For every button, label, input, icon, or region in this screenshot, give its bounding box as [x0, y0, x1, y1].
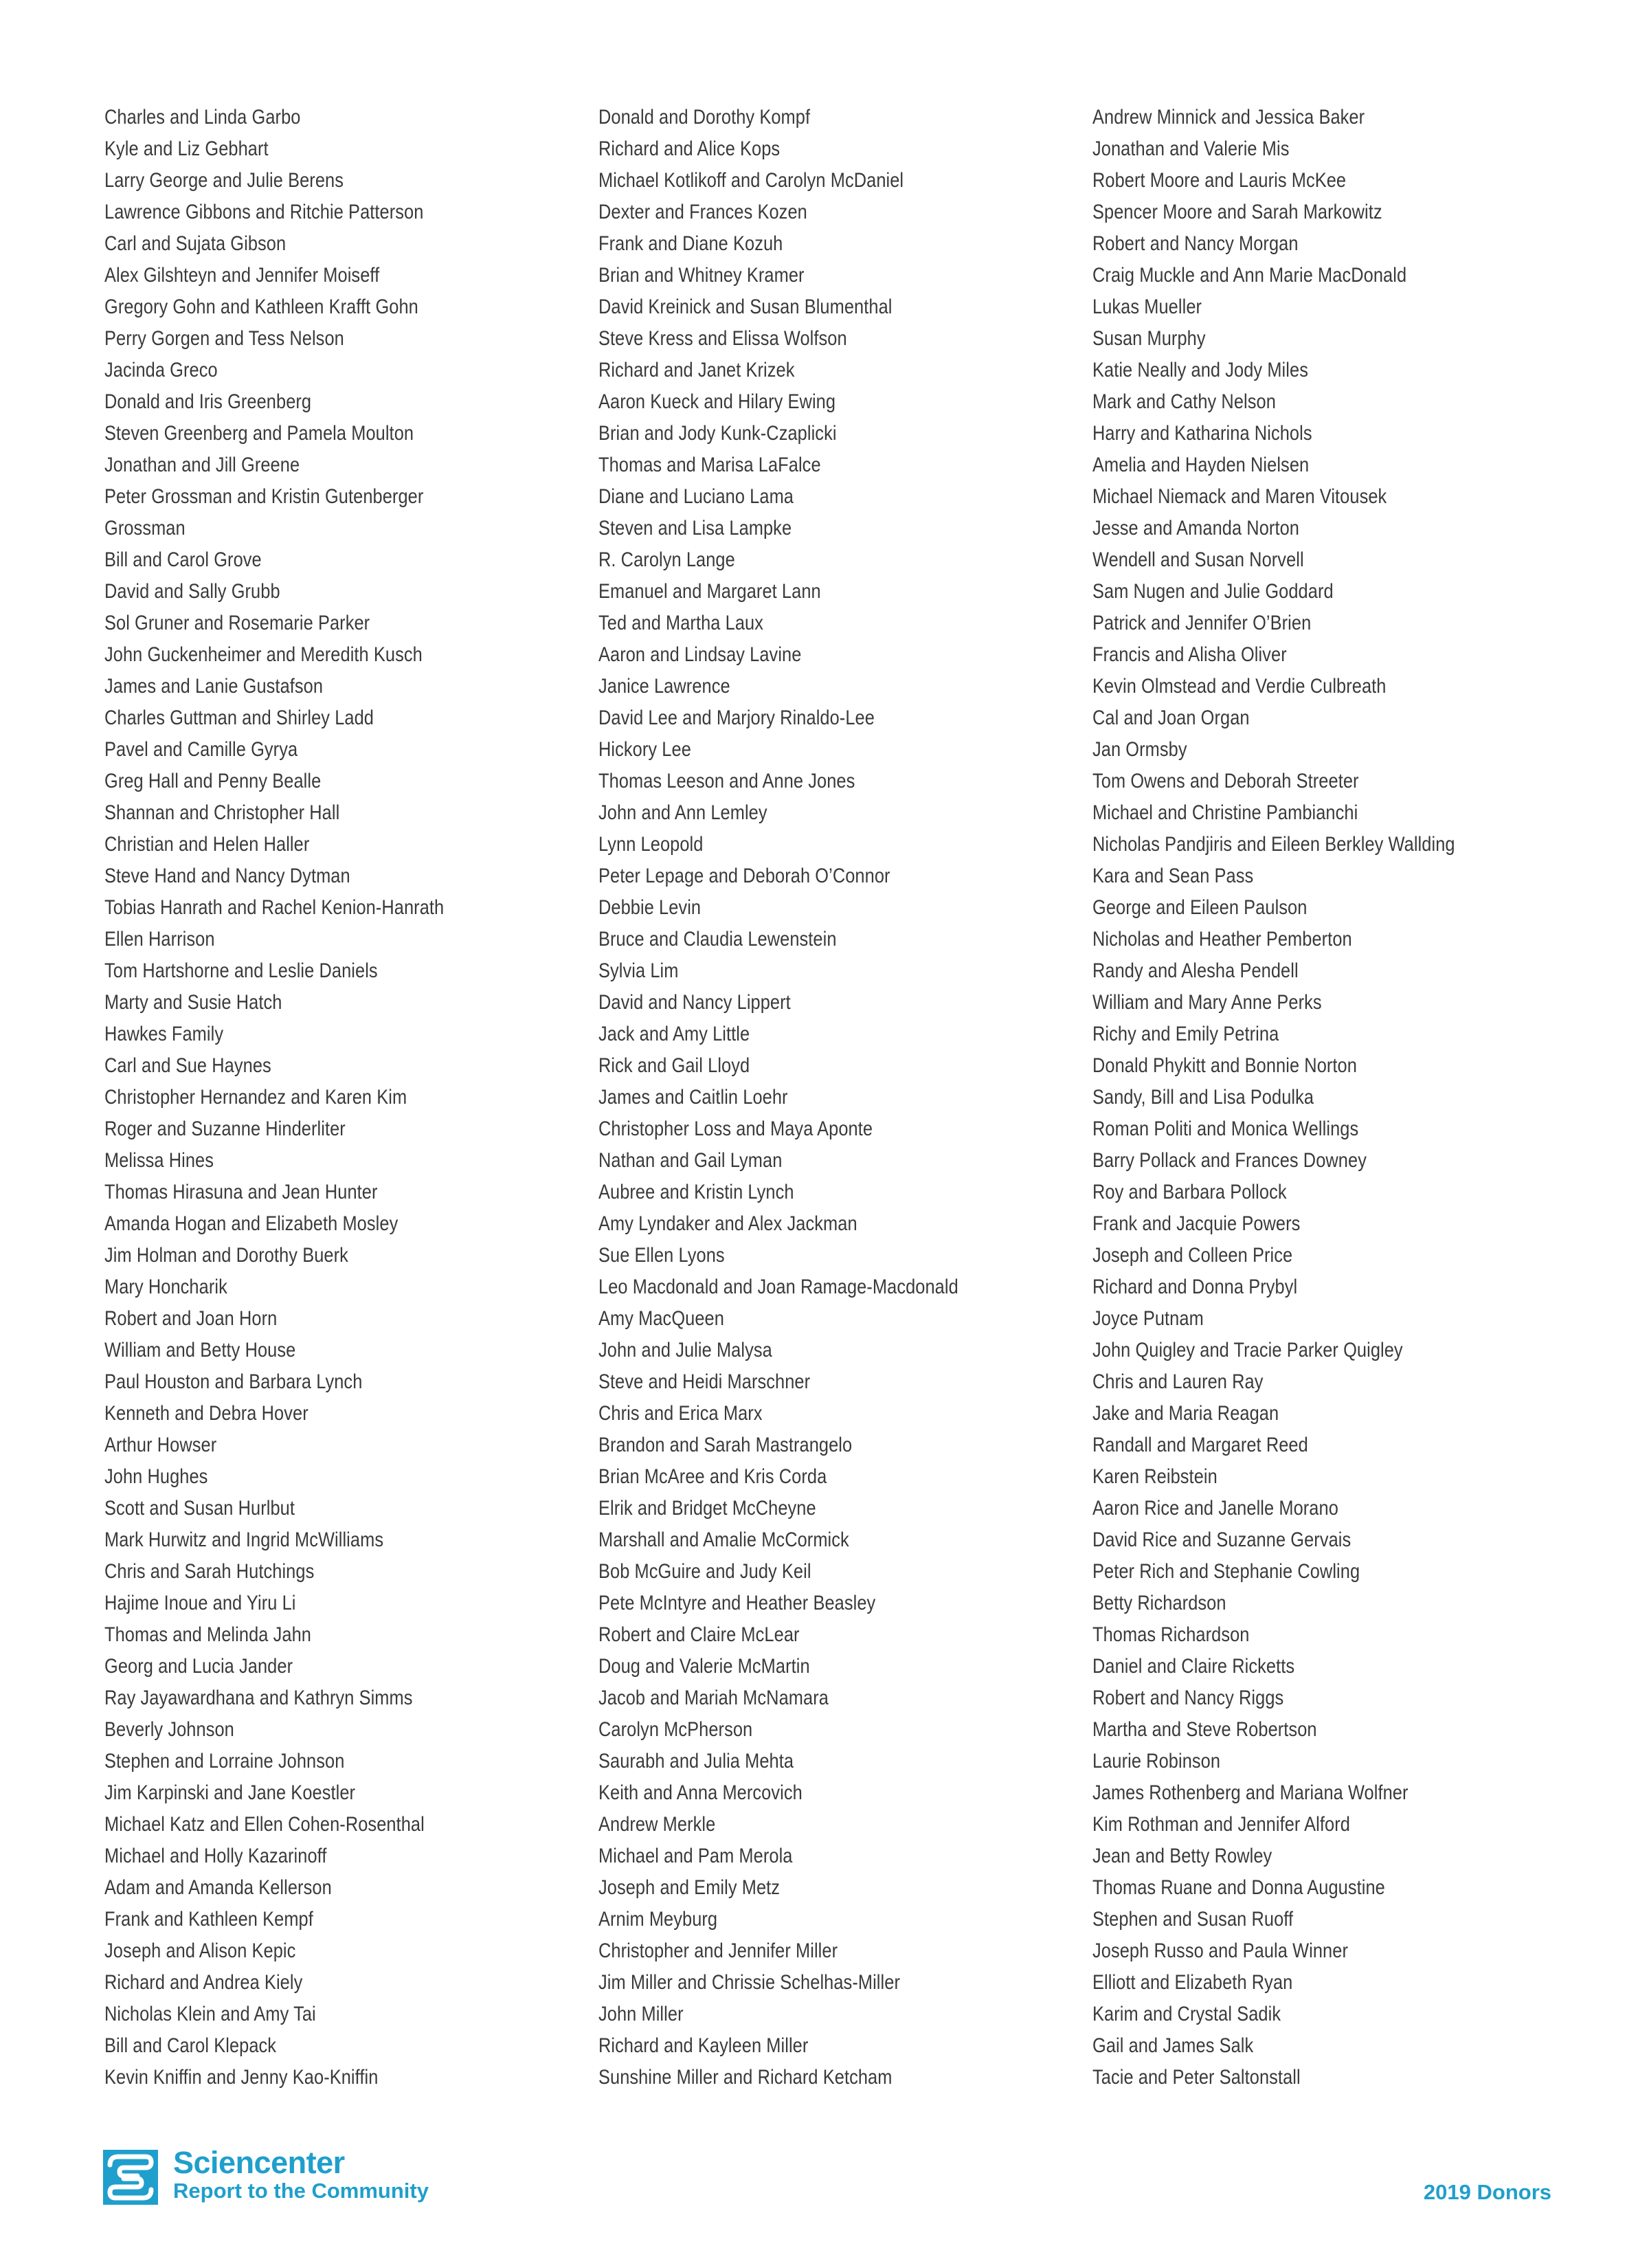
donor-name: Thomas and Melinda Jahn: [104, 1623, 311, 1646]
donor-name: Kenneth and Debra Hover: [104, 1402, 309, 1425]
donor-name: Larry George and Julie Berens: [104, 169, 344, 192]
donor-name: David Lee and Marjory Rinaldo-Lee: [598, 707, 875, 729]
donor-column-2: [598, 102, 1079, 2093]
donor-name: Thomas Leeson and Anne Jones: [598, 770, 855, 792]
donor-name: John and Ann Lemley: [598, 801, 767, 824]
donor-name: Frank and Jacquie Powers: [1092, 1212, 1301, 1235]
donor-name: Roman Politi and Monica Wellings: [1092, 1118, 1359, 1140]
donor-name: Emanuel and Margaret Lann: [598, 580, 821, 603]
donor-name: Ted and Martha Laux: [598, 612, 763, 634]
brand-subtitle: Report to the Community: [173, 2179, 429, 2203]
donor-name: Michael Katz and Ellen Cohen-Rosenthal: [104, 1813, 425, 1836]
donor-name: Grossman: [104, 517, 186, 540]
donor-name: Stephen and Susan Ruoff: [1092, 1908, 1294, 1931]
donor-name: Janice Lawrence: [598, 675, 730, 698]
donor-name: Elliott and Elizabeth Ryan: [1092, 1971, 1293, 1994]
donor-name: Steve Hand and Nancy Dytman: [104, 865, 350, 887]
donor-column-1: [104, 102, 585, 2093]
donor-name: Donald Phykitt and Bonnie Norton: [1092, 1054, 1357, 1077]
donor-name: Tom Hartshorne and Leslie Daniels: [104, 959, 378, 982]
donor-name: Richard and Alice Kops: [598, 137, 781, 160]
donor-name: Carl and Sujata Gibson: [104, 232, 287, 255]
donor-name: John Quigley and Tracie Parker Quigley: [1092, 1339, 1403, 1361]
donor-name: Shannan and Christopher Hall: [104, 801, 340, 824]
donor-name: Alex Gilshteyn and Jennifer Moiseff: [104, 264, 380, 287]
donor-name: Brian McAree and Kris Corda: [598, 1465, 827, 1488]
donor-name: Robert and Joan Horn: [104, 1307, 278, 1330]
donor-name: Karen Reibstein: [1092, 1465, 1218, 1488]
donor-name: Jim Karpinski and Jane Koestler: [104, 1781, 356, 1804]
donor-name: Daniel and Claire Ricketts: [1092, 1655, 1295, 1678]
donor-name: Aubree and Kristin Lynch: [598, 1181, 794, 1203]
donor-name: Nicholas Klein and Amy Tai: [104, 2003, 316, 2025]
donor-name: Harry and Katharina Nichols: [1092, 422, 1312, 445]
donor-name: Sunshine Miller and Richard Ketcham: [598, 2066, 893, 2089]
donor-name: Hickory Lee: [598, 738, 691, 761]
sciencenter-logo-icon: [103, 2150, 158, 2205]
donor-name: Mary Honcharik: [104, 1276, 227, 1298]
donor-name: Kim Rothman and Jennifer Alford: [1092, 1813, 1350, 1836]
donor-name: Leo Macdonald and Joan Ramage-Macdonald: [598, 1276, 958, 1298]
donor-name: Arnim Meyburg: [598, 1908, 718, 1931]
donor-name: Jim Holman and Dorothy Buerk: [104, 1244, 348, 1267]
donor-name: Elrik and Bridget McCheyne: [598, 1497, 816, 1520]
donor-name: John and Julie Malysa: [598, 1339, 772, 1361]
donor-name: Lawrence Gibbons and Ritchie Patterson: [104, 201, 424, 223]
donor-name: Bill and Carol Klepack: [104, 2034, 277, 2057]
donor-name: Robert and Claire McLear: [598, 1623, 800, 1646]
donor-name: Amy Lyndaker and Alex Jackman: [598, 1212, 857, 1235]
donor-name: Lukas Mueller: [1092, 296, 1202, 318]
donor-name: Paul Houston and Barbara Lynch: [104, 1370, 363, 1393]
donor-name: Frank and Diane Kozuh: [598, 232, 783, 255]
donor-name: Diane and Luciano Lama: [598, 485, 794, 508]
donor-name: Charles and Linda Garbo: [104, 106, 301, 129]
donor-name: Ray Jayawardhana and Kathryn Simms: [104, 1687, 413, 1709]
donor-name: Stephen and Lorraine Johnson: [104, 1750, 345, 1772]
donor-name: Debbie Levin: [598, 896, 702, 919]
donor-name: Christian and Helen Haller: [104, 833, 310, 856]
donor-name: Kevin Olmstead and Verdie Culbreath: [1092, 675, 1387, 698]
donor-name: Rick and Gail Lloyd: [598, 1054, 750, 1077]
donor-name: Donald and Iris Greenberg: [104, 390, 312, 413]
donor-name: Lynn Leopold: [598, 833, 704, 856]
donor-name: Jake and Maria Reagan: [1092, 1402, 1279, 1425]
donor-name: Andrew Merkle: [598, 1813, 716, 1836]
donor-name: Tacie and Peter Saltonstall: [1092, 2066, 1301, 2089]
donor-name: Sol Gruner and Rosemarie Parker: [104, 612, 370, 634]
donor-name: Richy and Emily Petrina: [1092, 1023, 1279, 1045]
donor-name: Gregory Gohn and Kathleen Krafft Gohn: [104, 296, 418, 318]
donor-name: Jonathan and Jill Greene: [104, 454, 300, 476]
donor-name: Joseph and Emily Metz: [598, 1876, 781, 1899]
donor-name: Michael and Pam Merola: [598, 1845, 793, 1867]
donor-name: Adam and Amanda Kellerson: [104, 1876, 332, 1899]
donor-name: Aaron Kueck and Hilary Ewing: [598, 390, 836, 413]
donor-name: William and Mary Anne Perks: [1092, 991, 1322, 1014]
donor-name: Amanda Hogan and Elizabeth Mosley: [104, 1212, 399, 1235]
donor-name: Patrick and Jennifer O’Brien: [1092, 612, 1312, 634]
donor-name: John Miller: [598, 2003, 684, 2025]
section-label: 2019 Donors: [1423, 2180, 1551, 2204]
donor-name: Nicholas Pandjiris and Eileen Berkley Wallding: [1092, 833, 1455, 856]
donor-name: Kyle and Liz Gebhart: [104, 137, 269, 160]
donor-name: Keith and Anna Mercovich: [598, 1781, 803, 1804]
donor-name: Saurabh and Julia Mehta: [598, 1750, 794, 1772]
donor-name: Bill and Carol Grove: [104, 548, 262, 571]
donor-name: Sam Nugen and Julie Goddard: [1092, 580, 1334, 603]
donor-name: Doug and Valerie McMartin: [598, 1655, 810, 1678]
donor-name: Peter Grossman and Kristin Gutenberger: [104, 485, 424, 508]
donor-name: Joseph Russo and Paula Winner: [1092, 1939, 1348, 1962]
donor-name: Dexter and Frances Kozen: [598, 201, 807, 223]
donor-name: Charles Guttman and Shirley Ladd: [104, 707, 374, 729]
donor-name: Michael Kotlikoff and Carolyn McDaniel: [598, 169, 904, 192]
donor-name: Melissa Hines: [104, 1149, 214, 1172]
donor-name: Richard and Donna Prybyl: [1092, 1276, 1298, 1298]
donor-name: Michael and Christine Pambianchi: [1092, 801, 1358, 824]
donor-name: Carolyn McPherson: [598, 1718, 753, 1741]
donor-name: Robert and Nancy Morgan: [1092, 232, 1299, 255]
donor-name: Sandy, Bill and Lisa Podulka: [1092, 1086, 1314, 1109]
donor-name: Joseph and Alison Kepic: [104, 1939, 296, 1962]
donor-name: Randall and Margaret Reed: [1092, 1434, 1308, 1456]
donor-name: Craig Muckle and Ann Marie MacDonald: [1092, 264, 1407, 287]
donor-name: Christopher Loss and Maya Aponte: [598, 1118, 873, 1140]
donor-name: Beverly Johnson: [104, 1718, 234, 1741]
donor-name: Perry Gorgen and Tess Nelson: [104, 327, 344, 350]
donor-name: Amelia and Hayden Nielsen: [1092, 454, 1310, 476]
donor-name: Katie Neally and Jody Miles: [1092, 359, 1308, 381]
donor-name: Arthur Howser: [104, 1434, 217, 1456]
donor-name: Andrew Minnick and Jessica Baker: [1092, 106, 1365, 129]
donor-name: David Rice and Suzanne Gervais: [1092, 1528, 1351, 1551]
donor-name: Peter Rich and Stephanie Cowling: [1092, 1560, 1360, 1583]
donor-name: Mark Hurwitz and Ingrid McWilliams: [104, 1528, 384, 1551]
donor-name: Scott and Susan Hurlbut: [104, 1497, 295, 1520]
donor-name: Pavel and Camille Gyrya: [104, 738, 298, 761]
donor-name: Chris and Lauren Ray: [1092, 1370, 1264, 1393]
donor-name: Jacinda Greco: [104, 359, 218, 381]
donor-name: John Hughes: [104, 1465, 208, 1488]
donor-name: Steven and Lisa Lampke: [598, 517, 792, 540]
brand-name: Sciencenter: [173, 2145, 345, 2180]
donor-name: Bruce and Claudia Lewenstein: [598, 928, 837, 950]
donor-name: Roy and Barbara Pollock: [1092, 1181, 1287, 1203]
donor-name: Karim and Crystal Sadik: [1092, 2003, 1281, 2025]
donor-name: Ellen Harrison: [104, 928, 215, 950]
donor-name: Greg Hall and Penny Bealle: [104, 770, 322, 792]
donor-name: Joyce Putnam: [1092, 1307, 1204, 1330]
donor-name: Georg and Lucia Jander: [104, 1655, 293, 1678]
donor-name: Brian and Jody Kunk-Czaplicki: [598, 422, 837, 445]
donor-name: Thomas Ruane and Donna Augustine: [1092, 1876, 1385, 1899]
donor-name: Marty and Susie Hatch: [104, 991, 282, 1014]
donor-name: Laurie Robinson: [1092, 1750, 1221, 1772]
donor-name: Jim Miller and Chrissie Schelhas-Miller: [598, 1971, 900, 1994]
donor-name: Kara and Sean Pass: [1092, 865, 1254, 887]
donor-name: Francis and Alisha Oliver: [1092, 643, 1287, 666]
donor-name: Tom Owens and Deborah Streeter: [1092, 770, 1359, 792]
donor-name: Nathan and Gail Lyman: [598, 1149, 783, 1172]
donor-name: Aaron and Lindsay Lavine: [598, 643, 802, 666]
donor-name: David Kreinick and Susan Blumenthal: [598, 296, 893, 318]
donor-name: Nicholas and Heather Pemberton: [1092, 928, 1352, 950]
donor-name: Richard and Janet Krizek: [598, 359, 795, 381]
donor-name: Steve and Heidi Marschner: [598, 1370, 811, 1393]
donor-name: Chris and Erica Marx: [598, 1402, 763, 1425]
donor-name: David and Sally Grubb: [104, 580, 280, 603]
donor-name: Hajime Inoue and Yiru Li: [104, 1592, 296, 1614]
donor-name: Michael and Holly Kazarinoff: [104, 1845, 327, 1867]
donor-column-3: [1092, 102, 1573, 2093]
donor-name: George and Eileen Paulson: [1092, 896, 1308, 919]
donor-name: William and Betty House: [104, 1339, 296, 1361]
donor-name: Thomas and Marisa LaFalce: [598, 454, 821, 476]
donor-name: Jonathan and Valerie Mis: [1092, 137, 1290, 160]
donor-name: Kevin Kniffin and Jenny Kao-Kniffin: [104, 2066, 379, 2089]
donor-name: Joseph and Colleen Price: [1092, 1244, 1293, 1267]
donor-name: Robert Moore and Lauris McKee: [1092, 169, 1347, 192]
donor-name: Jan Ormsby: [1092, 738, 1187, 761]
donor-name: Donald and Dorothy Kompf: [598, 106, 811, 129]
donor-name: Christopher and Jennifer Miller: [598, 1939, 838, 1962]
donor-name: John Guckenheimer and Meredith Kusch: [104, 643, 423, 666]
donor-name: James and Lanie Gustafson: [104, 675, 324, 698]
donor-name: Bob McGuire and Judy Keil: [598, 1560, 811, 1583]
donor-name: Barry Pollack and Frances Downey: [1092, 1149, 1367, 1172]
donor-name: Martha and Steve Robertson: [1092, 1718, 1317, 1741]
donor-name: Carl and Sue Haynes: [104, 1054, 271, 1077]
donor-name: Jesse and Amanda Norton: [1092, 517, 1299, 540]
donor-name: Richard and Andrea Kiely: [104, 1971, 303, 1994]
donor-name: Wendell and Susan Norvell: [1092, 548, 1304, 571]
donor-name: Brandon and Sarah Mastrangelo: [598, 1434, 853, 1456]
donor-name: Jean and Betty Rowley: [1092, 1845, 1272, 1867]
donor-name: Cal and Joan Organ: [1092, 707, 1250, 729]
donor-name: Mark and Cathy Nelson: [1092, 390, 1276, 413]
donor-name: James Rothenberg and Mariana Wolfner: [1092, 1781, 1409, 1804]
donor-name: Steve Kress and Elissa Wolfson: [598, 327, 847, 350]
donor-name: Frank and Kathleen Kempf: [104, 1908, 313, 1931]
donor-name: Steven Greenberg and Pamela Moulton: [104, 422, 414, 445]
donor-name: Tobias Hanrath and Rachel Kenion-Hanrath: [104, 896, 445, 919]
donor-name: Susan Murphy: [1092, 327, 1206, 350]
donor-name: David and Nancy Lippert: [598, 991, 791, 1014]
donor-name: Christopher Hernandez and Karen Kim: [104, 1086, 407, 1109]
donor-name: Aaron Rice and Janelle Morano: [1092, 1497, 1338, 1520]
donor-name: Sue Ellen Lyons: [598, 1244, 725, 1267]
donor-name: James and Caitlin Loehr: [598, 1086, 788, 1109]
donor-name: Jacob and Mariah McNamara: [598, 1687, 829, 1709]
donor-name: Thomas Richardson: [1092, 1623, 1250, 1646]
donor-name: Jack and Amy Little: [598, 1023, 750, 1045]
donor-name: Amy MacQueen: [598, 1307, 724, 1330]
donor-name: Sylvia Lim: [598, 959, 679, 982]
donor-name: Betty Richardson: [1092, 1592, 1226, 1614]
donor-name: Pete McIntyre and Heather Beasley: [598, 1592, 876, 1614]
donor-name: R. Carolyn Lange: [598, 548, 735, 571]
donor-name: Marshall and Amalie McCormick: [598, 1528, 849, 1551]
donor-name: Peter Lepage and Deborah O’Connor: [598, 865, 890, 887]
donor-name: Spencer Moore and Sarah Markowitz: [1092, 201, 1382, 223]
donor-name: Hawkes Family: [104, 1023, 224, 1045]
donor-name: Roger and Suzanne Hinderliter: [104, 1118, 346, 1140]
donor-name: Thomas Hirasuna and Jean Hunter: [104, 1181, 378, 1203]
donor-name: Richard and Kayleen Miller: [598, 2034, 809, 2057]
donor-name: Robert and Nancy Riggs: [1092, 1687, 1284, 1709]
donor-name: Brian and Whitney Kramer: [598, 264, 805, 287]
donor-name: Randy and Alesha Pendell: [1092, 959, 1299, 982]
donor-name: Gail and James Salk: [1092, 2034, 1254, 2057]
donor-name: Michael Niemack and Maren Vitousek: [1092, 485, 1387, 508]
donor-name: Chris and Sarah Hutchings: [104, 1560, 315, 1583]
